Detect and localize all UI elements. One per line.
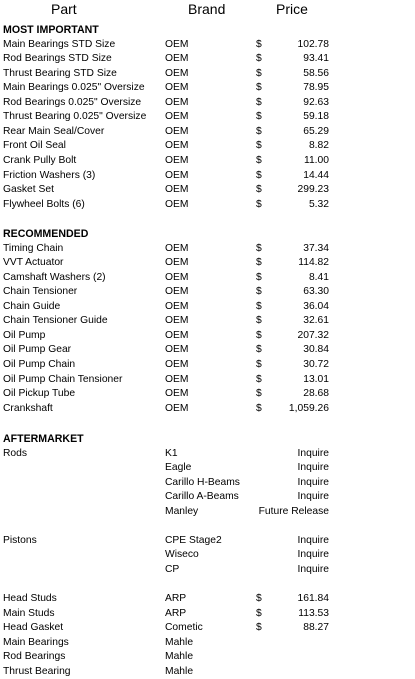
brand-cell: Wiseco <box>165 549 199 561</box>
brand-cell: OEM <box>165 38 189 50</box>
part-cell: Oil Pump <box>3 329 46 341</box>
price-cell: 113.53 <box>298 607 329 619</box>
part-cell: Chain Tensioner Guide <box>3 315 108 327</box>
section-title-text: MOST IMPORTANT <box>3 24 99 36</box>
brand-cell: Cometic <box>165 622 203 634</box>
price-cell: 299.23 <box>297 184 329 196</box>
table-row <box>0 285 415 299</box>
table-row <box>0 256 415 270</box>
brand-cell: OEM <box>165 358 189 370</box>
part-cell: Main Bearings 0.025" Oversize <box>3 82 145 94</box>
part-cell: Oil Pump Chain <box>3 358 76 370</box>
price-cell: 30.84 <box>303 344 329 356</box>
brand-cell: OEM <box>165 286 189 298</box>
currency-cell: $ <box>256 198 262 210</box>
currency-cell: $ <box>256 286 262 298</box>
currency-cell: $ <box>256 373 262 385</box>
currency-cell: $ <box>256 169 262 181</box>
table-row <box>0 665 415 679</box>
section-title-text: RECOMMENDED <box>3 228 89 240</box>
price-cell: 114.82 <box>298 257 329 269</box>
price-cell: 14.44 <box>303 169 329 181</box>
currency-cell: $ <box>256 622 262 634</box>
table-row <box>0 650 415 664</box>
price-cell: 37.34 <box>303 242 329 254</box>
part-cell: Rod Bearings STD Size <box>3 53 112 65</box>
price-cell: Future Release <box>258 505 329 517</box>
table-row <box>0 519 415 533</box>
part-cell: Rod Bearings 0.025" Oversize <box>3 96 142 108</box>
table-row <box>0 563 415 577</box>
currency-cell: $ <box>256 38 262 50</box>
currency-cell: $ <box>256 607 262 619</box>
section-title <box>0 23 415 37</box>
brand-cell: OEM <box>165 154 189 166</box>
brand-cell: Mahle <box>165 636 194 648</box>
price-cell: 59.18 <box>303 111 329 123</box>
table-row <box>0 607 415 621</box>
price-cell: 8.41 <box>308 271 329 283</box>
table-row <box>0 52 415 66</box>
part-cell: Camshaft Washers (2) <box>3 271 106 283</box>
brand-cell: Manley <box>165 505 199 517</box>
part-cell: Main Studs <box>3 607 55 619</box>
brand-cell: Carillo A-Beams <box>165 491 239 503</box>
price-cell: 1,059.26 <box>288 402 329 414</box>
column-header-row <box>0 1 415 19</box>
table-row <box>0 38 415 52</box>
brand-cell: OEM <box>165 82 189 94</box>
table-row <box>0 125 415 139</box>
price-cell: 65.29 <box>303 125 329 137</box>
currency-cell: $ <box>256 53 262 65</box>
currency-cell: $ <box>256 358 262 370</box>
price-cell: 8.82 <box>308 140 329 152</box>
currency-cell: $ <box>256 271 262 283</box>
part-cell: Flywheel Bolts (6) <box>3 198 85 210</box>
brand-cell: Mahle <box>165 665 194 677</box>
table-row <box>0 343 415 357</box>
brand-cell: OEM <box>165 111 189 123</box>
table-row <box>0 154 415 168</box>
table-row <box>0 67 415 81</box>
price-cell: 78.95 <box>303 82 329 94</box>
part-cell: Thrust Bearing <box>3 665 71 677</box>
part-cell: Main Bearings <box>3 636 69 648</box>
price-cell: 28.68 <box>303 388 329 400</box>
brand-cell: OEM <box>165 125 189 137</box>
brand-cell: OEM <box>165 271 189 283</box>
brand-cell: OEM <box>165 96 189 108</box>
price-cell: 207.32 <box>297 329 329 341</box>
brand-cell: Mahle <box>165 651 194 663</box>
brand-cell: OEM <box>165 373 189 385</box>
brand-cell: OEM <box>165 67 189 79</box>
table-row <box>0 534 415 548</box>
table-row <box>0 110 415 124</box>
price-cell: Inquire <box>297 476 329 488</box>
brand-cell: OEM <box>165 242 189 254</box>
part-cell: Friction Washers (3) <box>3 169 96 181</box>
price-cell: Inquire <box>297 447 329 459</box>
part-cell: Rear Main Seal/Cover <box>3 125 105 137</box>
part-cell: Timing Chain <box>3 242 64 254</box>
table-row <box>0 548 415 562</box>
price-cell: 5.32 <box>308 198 329 210</box>
currency-cell: $ <box>256 593 262 605</box>
part-cell: Crank Pully Bolt <box>3 154 77 166</box>
section-title-text: AFTERMARKET <box>3 433 84 445</box>
price-cell: 63.30 <box>303 286 329 298</box>
table-row <box>0 271 415 285</box>
brand-cell: OEM <box>165 140 189 152</box>
table-row <box>0 242 415 256</box>
brand-cell: OEM <box>165 315 189 327</box>
table-row <box>0 592 415 606</box>
table-row <box>0 621 415 635</box>
currency-cell: $ <box>256 184 262 196</box>
part-cell: Thrust Bearing STD Size <box>3 67 117 79</box>
currency-cell: $ <box>256 329 262 341</box>
column-header-price: Price <box>276 1 308 17</box>
table-row <box>0 505 415 519</box>
brand-cell: ARP <box>165 607 187 619</box>
brand-cell: OEM <box>165 257 189 269</box>
part-cell: Pistons <box>3 534 37 546</box>
price-cell: 102.78 <box>297 38 329 50</box>
table-row <box>0 358 415 372</box>
table-row <box>0 329 415 343</box>
table-row <box>0 300 415 314</box>
table-row <box>0 169 415 183</box>
part-cell: Front Oil Seal <box>3 140 66 152</box>
part-cell: VVT Actuator <box>3 257 64 269</box>
currency-cell: $ <box>256 154 262 166</box>
price-cell: 92.63 <box>303 96 329 108</box>
currency-cell: $ <box>256 344 262 356</box>
part-cell: Chain Guide <box>3 300 61 312</box>
currency-cell: $ <box>256 315 262 327</box>
currency-cell: $ <box>256 388 262 400</box>
table-row <box>0 402 415 416</box>
column-header-part: Part <box>51 1 77 17</box>
price-cell: Inquire <box>297 491 329 503</box>
currency-cell: $ <box>256 300 262 312</box>
price-cell: Inquire <box>297 563 329 575</box>
price-cell: 36.04 <box>303 300 329 312</box>
brand-cell: OEM <box>165 388 189 400</box>
table-row <box>0 387 415 401</box>
price-cell: Inquire <box>297 534 329 546</box>
price-cell: 58.56 <box>303 67 329 79</box>
part-cell: Chain Tensioner <box>3 286 78 298</box>
table-row <box>0 96 415 110</box>
brand-cell: CP <box>165 563 180 575</box>
part-cell: Crankshaft <box>3 402 53 414</box>
part-cell: Rods <box>3 447 28 459</box>
part-cell: Oil Pickup Tube <box>3 388 76 400</box>
brand-cell: Eagle <box>165 462 192 474</box>
part-cell: Rod Bearings <box>3 651 66 663</box>
currency-cell: $ <box>256 67 262 79</box>
brand-cell: OEM <box>165 169 189 181</box>
price-cell: 30.72 <box>303 358 329 370</box>
brand-cell: OEM <box>165 300 189 312</box>
brand-cell: OEM <box>165 402 189 414</box>
price-cell: Inquire <box>297 549 329 561</box>
column-header-brand: Brand <box>188 1 226 17</box>
price-cell: Inquire <box>297 462 329 474</box>
brand-cell: OEM <box>165 329 189 341</box>
currency-cell: $ <box>256 125 262 137</box>
price-cell: 161.84 <box>297 593 329 605</box>
price-cell: 32.61 <box>303 315 329 327</box>
part-cell: Head Gasket <box>3 622 64 634</box>
part-cell: Gasket Set <box>3 184 54 196</box>
table-row <box>0 447 415 461</box>
table-row <box>0 476 415 490</box>
table-row <box>0 461 415 475</box>
part-cell: Head Studs <box>3 593 57 605</box>
section-title <box>0 227 415 241</box>
table-row <box>0 636 415 650</box>
price-cell: 11.00 <box>303 154 329 166</box>
table-row <box>0 139 415 153</box>
price-cell: 13.01 <box>303 373 329 385</box>
currency-cell: $ <box>256 402 262 414</box>
part-cell: Oil Pump Gear <box>3 344 72 356</box>
part-cell: Main Bearings STD Size <box>3 38 116 50</box>
part-cell: Oil Pump Chain Tensioner <box>3 373 123 385</box>
table-row <box>0 578 415 592</box>
currency-cell: $ <box>256 140 262 152</box>
part-cell: Thrust Bearing 0.025" Oversize <box>3 111 147 123</box>
brand-cell: CPE Stage2 <box>165 534 222 546</box>
brand-cell: Carillo H-Beams <box>165 476 240 488</box>
table-row <box>0 373 415 387</box>
table-row <box>0 490 415 504</box>
brand-cell: ARP <box>165 593 187 605</box>
brand-cell: OEM <box>165 184 189 196</box>
section-title <box>0 432 415 446</box>
currency-cell: $ <box>256 96 262 108</box>
price-cell: 93.41 <box>303 53 329 65</box>
brand-cell: OEM <box>165 53 189 65</box>
table-row <box>0 198 415 212</box>
currency-cell: $ <box>256 257 262 269</box>
table-row <box>0 314 415 328</box>
brand-cell: OEM <box>165 198 189 210</box>
currency-cell: $ <box>256 82 262 94</box>
brand-cell: OEM <box>165 344 189 356</box>
currency-cell: $ <box>256 242 262 254</box>
brand-cell: K1 <box>165 447 178 459</box>
price-cell: 88.27 <box>303 622 329 634</box>
currency-cell: $ <box>256 111 262 123</box>
table-row <box>0 81 415 95</box>
table-row <box>0 183 415 197</box>
